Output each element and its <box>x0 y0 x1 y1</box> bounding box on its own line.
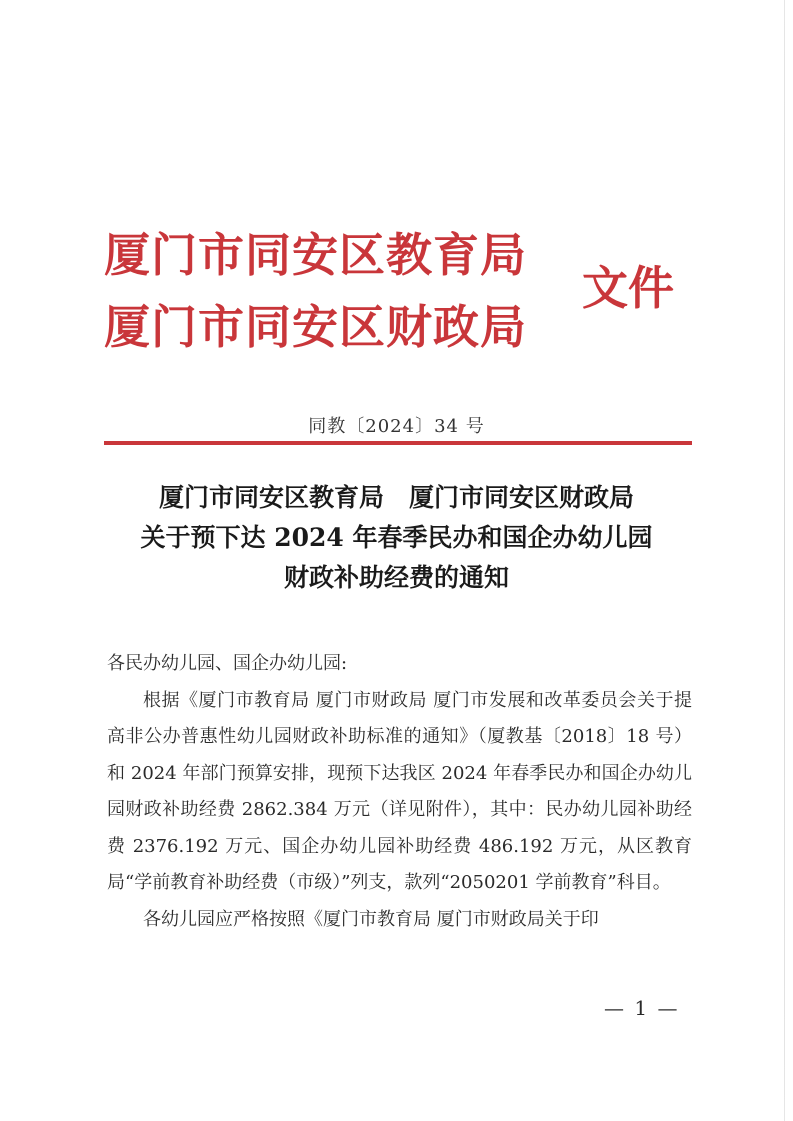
body-paragraph-2: 各幼儿园应严格按照《厦门市教育局 厦门市财政局关于印 <box>143 908 599 930</box>
title-line-3: 财政补助经费的通知 <box>283 563 509 592</box>
issuing-org-finance: 厦门市同安区财政局 <box>104 300 527 354</box>
red-separator-line <box>104 441 692 445</box>
document-number: 同教〔2024〕34 号 <box>308 416 485 437</box>
page-number: — 1 — <box>604 996 680 1020</box>
salutation: 各民办幼儿园、国企办幼儿园: <box>107 653 348 674</box>
body-paragraph-1: 根据《厦门市教育局 厦门市财政局 厦门市发展和改革委员会关于提高非公办普惠性幼儿园财政补助标准的通知》（厦教基〔2018〕18 号）和 2024 年部门预算安排，现预下达我区 2024 年春季民办和国企办幼儿园财政补助经费 2862.384 万元（详见附件），其中：民办幼儿园补助经费 2376.192 万元、国企办幼儿园补助经费 486.192 万元，从区教育局“学前教育补助经费（市级）”列支，款列“2050201 学前教育”科目。 <box>107 689 692 893</box>
title-line-2: 关于预下达 2024 年春季民办和国企办幼儿园 <box>140 523 653 552</box>
document-type-label: 文件 <box>582 261 674 315</box>
document-body <box>107 646 692 938</box>
title-line-1: 厦门市同安区教育局 厦门市同安区财政局 <box>158 483 634 512</box>
document-title <box>0 478 793 598</box>
issuing-org-education: 厦门市同安区教育局 <box>104 228 527 282</box>
